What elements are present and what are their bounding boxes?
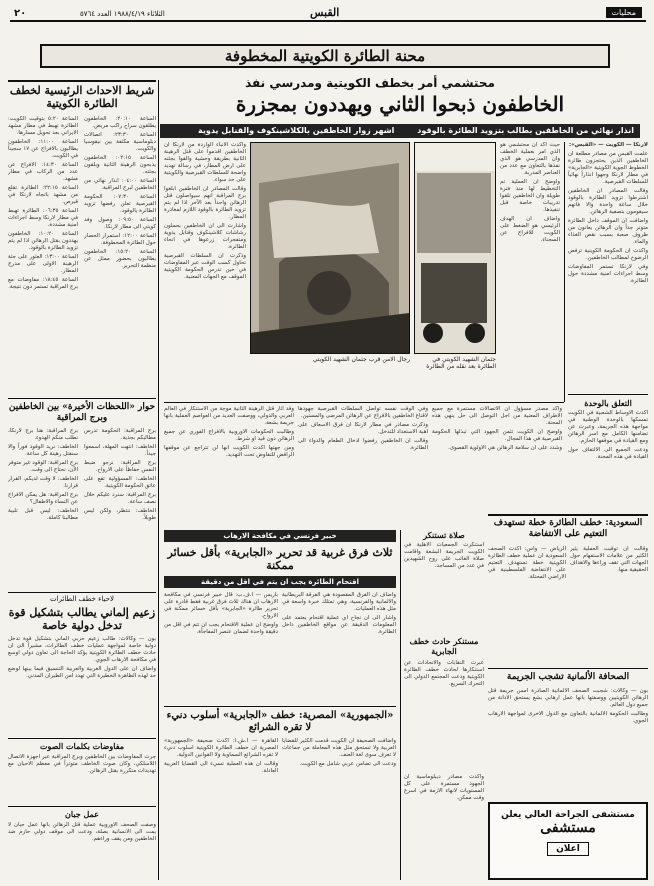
- center-side-divider: [400, 530, 401, 880]
- box5-text: وصفت الصحف الاوروبية عملية قتل الرهائن بانها عمل جبان لا يمت الى الانسانية بصلة، ودعت الى موقف دولي حازم ضد الخاطفين ومن يقف وراءهم.: [8, 822, 156, 842]
- left-col-text-b: الساعة ٢٠:١٠: الخاطفون يطلقون سراح راكب مريض. الساعة ٢٣:٣٠: اتصالات دبلوماسية مكثفة بين نيقوسيا والكويت. الساعة ٠٢:١٥: الخاطفون يذبحون الرهينة الثانية ويلقون بجثته. الساعة ٠٤:٠٠: انذار نهائي من الخاطفين لبرج المراقبة. الساعة ٠٧:٣٠: الحكومة القبرصية تعلن رفضها تزويد الطائرة بالوقود. الساعة ٠٩:٥٠: وصول وفد كويتي الى مطار لارنكا. الساعة ١٢:٠٠: استمرار الحصار حول الطائرة المخطوفة. الساعة ١٥:٢٠: الخاطفون يطالبون بحضور ممثل عن منظمة التحرير.: [84, 116, 156, 269]
- left-col-top-rule: [8, 80, 156, 82]
- strip-text-b: واضاف ان الفرق المقصودة هي الفرقة البريطانية والالمانية والفرنسية، وهي تمتلك خبرة واسعة في مثل هذه العمليات. واشار الى ان نجاح اي عملية اقتحام يعتمد على المعلومات الدقيقة عن مواقع الخاطفين داخل الطائرة.: [282, 592, 396, 635]
- left-col-rule-4: [8, 738, 156, 739]
- german-text: بون — وكالات: شجبت الصحف الالمانية الصادرة امس جريمة قتل الرهائن الكويتيين ووصفتها بانها عمل ارهابي بشع يستحق الادانة من جميع دول العالم. وطالبت الحكومة الالمانية بالتعاون مع الدول الاخرى لمواجهة الارهاب الجوي.: [488, 688, 648, 724]
- box3-text: بون — وكالات: طالب زعيم حزبي الماني بتشكيل قوة تدخل دولية خاصة لمواجهة عمليات خطف الطائرات، مشيراً الى ان حادث خطف الطائرة الكويتية يؤكد الحاجة الى تعاون دولي اوسع في مكافحة الارهاب الجوي. واضاف ان على الدول الغربية والعربية التنسيق فيما بينها لوضع حد لهذه الظاهرة الخطيرة التي تهدد امن الطيران المدني.: [8, 636, 156, 679]
- strip-subhead: اقتحام الطائرة يجب ان يتم في اقل من دقيقة: [164, 576, 396, 588]
- main-subhead-bar: [160, 124, 640, 138]
- issue-line: الثلاثاء ١٩٨٨/٤/١٩ العدد ٥٧٦٤: [80, 10, 165, 18]
- ad-box: [488, 802, 648, 880]
- side-box2-text: عبرت النقابات والاتحادات عن استنكارها لحادث خطف الطائرة الكويتية ودعت المجتمع الدولي الى التحرك السريع.: [404, 660, 484, 687]
- left-col-rule-5: [8, 806, 156, 807]
- saudi-text-a: الرياض — واس: اكدت الصحف السعودية ان عملية خطف الطائرة الكويتية خطة تستهدف التعتيم على الانتفاضة الفلسطينية في الاراضي المحتلة.: [488, 546, 566, 580]
- german-headline: الصحافة الألمانية تشجب الجريمة: [506, 672, 630, 682]
- page-number: ٢٠: [14, 8, 27, 19]
- left-col-headline: شريط الاحداث الرئيسية لخطف الطائرة الكويتية: [9, 84, 155, 110]
- lower-headline: «الجمهورية» المصرية: خطف «الجابرية» أسلوب دنيء لا تقره الشرائع: [166, 710, 394, 733]
- main-headline: الخاطفون ذبحوا الثاني ويهددون بمجزرة: [235, 92, 565, 116]
- ad-line1: مستشفى الجراحة العالي يعلن: [501, 810, 635, 820]
- ad-line3: اعلان: [547, 842, 589, 856]
- right-lower-rule: [488, 514, 648, 516]
- photo-left-caption: رجال الامن قرب جثمان الشهيد الكويتي: [312, 356, 410, 363]
- side-box2-title: مستنكر حادث خطف الجابرية: [409, 636, 479, 656]
- dialogue-text-b: برج المراقبة: الحكومة تدرس مطالبكم بجدية. الخاطف: انتهت المهلة، اسمعوا جيداً. برج المراقبة: نرجو ضبط النفس حفاظاً على الارواح. الخاطف: المسؤولية تقع على عاتق الحكومة الكويتية. برج المراقبة: سنرد عليكم خلال نصف ساعة. الخاطف: ننتظر، ولكن ليس طويلاً.: [84, 428, 156, 521]
- dateline: لارنكا — الكويت — «القبس»:: [569, 142, 648, 148]
- center-lower-b: وفي الوقت نفسه تواصل السلطات القبرصية جهودها لاقناع الخاطفين بالافراج عن الرهائن المرضى والمسنين. وذكرت مصادر في مطار لارنكا ان فرق الاسعاف على اهبة الاستعداد للتدخل. وقالت ان الخاطفين رفضوا ادخال الطعام والدواء الى الطائرة.: [298, 406, 428, 451]
- paper-name: القبس: [310, 6, 340, 19]
- subhead-right: انذار نهائي من الخاطفين بطالب بتزويد الطائرة بالوقود: [417, 126, 634, 135]
- side-box1-title: صلاة تستنكر: [423, 530, 465, 540]
- lower-text-a: القاهرة — ا.ش.أ: اكدت صحيفة «الجمهورية» المصرية ان خطف الطائرة الكويتية اسلوب دنيء لا تقره الشرائع السماوية ولا القوانين الدولية. وقالت ان هذه العملية تسيء الى القضايا العربية العادلة.: [164, 738, 278, 774]
- right-box-title: التعلق بالوحدة: [584, 398, 632, 408]
- box3-headline: زعيم إلماني يطالب بتشكيل قوة تدخل دولية خاصة: [8, 606, 156, 632]
- photo-left: [250, 142, 410, 354]
- center-text-a: واكدت الانباء الواردة من لارنكا ان الخاطفين اقدموا على قتل الرهينة الثانية بطريقة وحشية والقوا بجثته على ارض المطار، في رسالة تهديد واضحة للسلطات القبرصية والكويتية على حد سواء. وقالت المصادر ان الخاطفين ابلغوا برج المراقبة انهم سيواصلون قتل الرهائن واحداً بعد الآخر اذا لم يتم تزويد الطائرة بالوقود اللازم لمغادرة المطار. واشارت الى ان الخاطفين يحملون رشاشات كلاشينكوف وقنابل يدوية ومتفجرات زرعوها في انحاء الطائرة. وذكرت ان السلطات القبرصية تحاول كسب الوقت عبر المفاوضات في حين تدرس الحكومة الكويتية الموقف مع الجهات المعنية.: [164, 142, 246, 280]
- center-text-b: حيث اكد ان محتشمي هو الذي امر بعملية الخطف وان المدرسي هو الذي نفذها بالتعاون مع عدد من العناصر المدربة. واوضح ان العملية تم التخطيط لها منذ فترة طويلة وان الخاطفين تلقوا تدريبات خاصة قبل تنفيذها. واضاف ان الهدف الرئيسي هو الضغط على الكويت للافراج عن السجناء.: [500, 142, 560, 243]
- dialogue-text-a: برج المراقبة: هنا برج لارنكا، نطلب منكم الهدوء. الخاطف: نريد الوقود فوراً والا سنقتل رهينة كل ساعة. برج المراقبة: الوقود غير متوفر الآن، نحتاج الى وقت. الخاطف: لا وقت لديكم، القرار قرارنا. برج المراقبة: هل يمكن الافراج عن النساء والاطفال؟ الخاطف: ليس قبل تلبية مطالبنا كاملة.: [8, 428, 78, 521]
- page-banner: محنة الطائرة الكويتية المخطوفة: [40, 44, 610, 68]
- lower-rule: [164, 706, 396, 707]
- left-col-text-a: الساعة ٥:٢٠ بتوقيت الكويت: الطائرة تهبط في مطار مشهد الايراني بعد تحويل مسارها. الساعة ١١:٠٠: الخاطفون يطالبون بالافراج عن ١٧ سجيناً في الكويت. الساعة ١٤:٣٠: الافراج عن عدد من الركاب في مطار مشهد. الساعة ٢٢:١٥: الطائرة تقلع من مشهد باتجاه لارنكا في قبرص. الساعة ٠٦:٣٥: الطائرة تهبط في مطار لارنكا وسط اجراءات امنية مشددة. الساعة ١٠:٢٠: الخاطفون يهددون بقتل الرهائن اذا لم يتم تزويد الطائرة بالوقود. الساعة ١٣:٠٠: العثور على جثة الرهينة الاولى على مدرج المطار. الساعة ١٨:٤٥: مفاوضات مع برج المراقبة تستمر دون نتيجة.: [8, 116, 78, 290]
- page-header-bar: [10, 6, 646, 22]
- box4-title: مفاوضات بكلمات الصوت: [39, 741, 125, 751]
- right-lower-rule-2: [488, 668, 648, 669]
- left-col-divider: [158, 80, 159, 880]
- photo-right-caption: جثمان الشهيد الكويتي في الطائرة بعد نقله من الطائرة: [426, 356, 496, 370]
- right-box-text: اكدت الاوساط الشعبية في الكويت تمسكها بالوحدة الوطنية في مواجهة هذه الجريمة، وعبرت عن تضامنها الكامل مع اسر الرهائن ومع القيادة في موقفها الحازم. ودعت الجميع الى الالتفاف حول القيادة في هذه المحنة.: [568, 410, 648, 460]
- subhead-left: اشهر زوار الخاطفين بالكلاشينكوف والقنابل يدوية: [197, 126, 395, 135]
- box4-text: جرت المفاوضات بين الخاطفين وبرج المراقبة عبر اجهزة الاتصال اللاسلكي، وكان صوت الخاطف متوتراً في معظم الاحيان مع تهديدات متكررة بقتل الرهائن.: [8, 754, 156, 774]
- center-right-divider: [564, 142, 565, 402]
- left-col-rule-3: [8, 592, 156, 593]
- saudi-headline: السعودية: خطف الطائرة خطة تستهدف التعتيم على الانتفاضة: [493, 518, 643, 539]
- ad-line2: مستشفى: [540, 820, 596, 836]
- left-col-rule-2: [8, 398, 156, 399]
- side-lower-text: واكدت مصادر ديبلوماسية ان الجهود مستمرة على كل المستويات لانهاء الازمة في اسرع وقت ممكن.: [404, 774, 484, 801]
- section-label: محليات: [606, 7, 642, 18]
- photo-left-image: [250, 143, 409, 354]
- right-col-rule-1: [568, 394, 648, 395]
- strip-title: خبير فرنسي في مكافحة الارهاب: [164, 530, 396, 542]
- dialogue-box-title: حوار «اللحظات الأخيرة» بين الخاطفين وبرج المراقبة: [8, 402, 156, 423]
- right-col-text: لارنكا — الكويت — «القبس»: علمت القبس من مصادر مطلعة ان الخاطفين الذين يحتجزون طائرة الخطوط الجوية الكويتية «الجابرية» في مطار لارنكا وجهوا انذاراً نهائياً للسلطات القبرصية. وقالت المصادر ان الخاطفين اشترطوا تزويد الطائرة بالوقود خلال ساعة واحدة والا فانهم سيقومون بتصفية الرهائن. واضافت ان الموقف داخل الطائرة متوتر جداً وان الرهائن يعانون من ظروف صعبة بسبب نقص الغذاء والماء. واكدت ان الحكومة الكويتية ترفض الرضوخ لمطالب الخاطفين. وفي لارنكا تستمر المفاوضات وسط اجراءات امنية مشددة حول الطائرة.: [568, 142, 648, 284]
- side-box1-text: استنكرت الجمعيات الاهلية في الكويت الجريمة البشعة واقامت صلاة الغائب على روح الشهيدين في عدد من المساجد.: [404, 542, 484, 569]
- center-mid-rule: [164, 402, 564, 403]
- center-lower-a: وقد اثار قتل الرهينة الثانية موجة من الاستنكار في العالم العربي والدولي، ووصفت العديد من العواصم العملية بانها جريمة بشعة. وطالبت الحكومات الاوروبية بالافراج الفوري عن جميع الرهائن دون قيد او شرط. ومن جهتها اكدت الكويت انها لن تتراجع عن موقفها الرافض للتفاوض تحت التهديد.: [164, 406, 294, 458]
- box5-title: عمل جبان: [65, 809, 99, 819]
- strip-text-a: باريس — ا.ف.ب: قال خبير فرنسي في مكافحة الارهاب ان هناك ثلاث فرق غربية فقط قادرة على تحرير طائرة «الجابرية» بأقل خسائر ممكنة في الارواح. واوضح ان عملية الاقتحام يجب ان تتم في اقل من دقيقة واحدة لضمان عنصر المفاجأة.: [164, 592, 278, 635]
- saudi-text-b: وقالت ان توقيت العملية يثير الكثير من علامات الاستفهام حول الجهات التي تقف وراءها والاهداف الحقيقية منها.: [570, 546, 648, 573]
- lower-text-b: واضافت الصحيفة ان الكويت قدمت الكثير للقضايا العربية ولا تستحق مثل هذه المعاملة من جماعات لا تعرف سوى لغة العنف. ودعت الى تضامن عربي شامل مع الكويت.: [282, 738, 396, 767]
- photo-right-image: [414, 143, 495, 354]
- box3-kicker: لاحياء خطف الطائرات: [50, 595, 114, 603]
- strip-headline: ثلاث فرق غربية قد تحرير «الجابرية» بأقل خسائر ممكنة: [167, 546, 393, 572]
- center-lower-c: واكد مصدر مسؤول ان الاتصالات مستمرة مع جميع الاطراف المعنية من اجل التوصل الى حل ينهي هذه المحنة. واوضح ان الكويت تثمن الجهود التي تبذلها الحكومة القبرصية في هذا المجال. وشدد على ان سلامة الرهائن هي الاولوية القصوى.: [432, 406, 562, 451]
- main-kicker: محتشمي أمر بخطف الكويتية ومدرسي نفذ: [245, 76, 495, 90]
- photo-right: [414, 142, 496, 354]
